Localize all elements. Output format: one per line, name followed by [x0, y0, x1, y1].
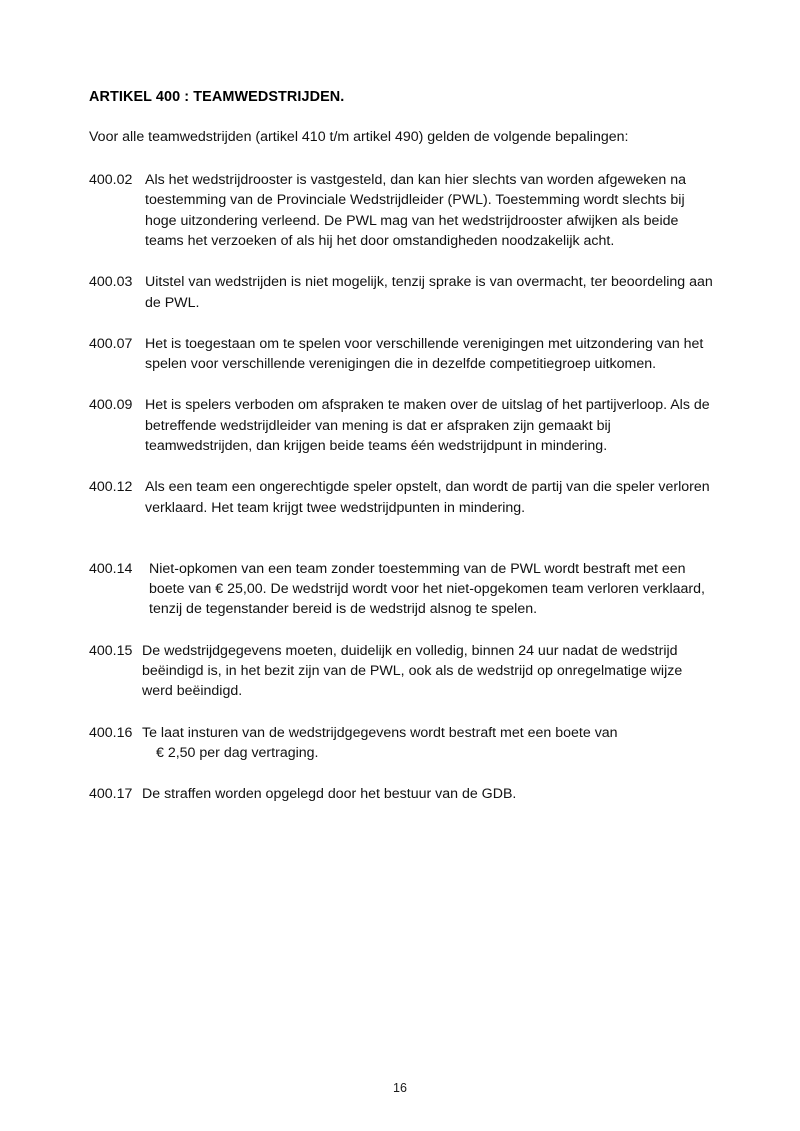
clause-400-16 [89, 723, 713, 764]
clause-400-15 [89, 641, 713, 702]
clause-number: 400.07 [89, 335, 133, 352]
clause-text: De straffen worden opgelegd door het bestuur van de GDB. [142, 786, 517, 803]
clause-text: Uitstel van wedstrijden is niet mogelijk, tenzij sprake is van overmacht, ter beoordeling aan de PWL. [145, 274, 713, 311]
clause-text [142, 723, 713, 764]
clause-number: 400.12 [89, 479, 133, 496]
page-number: 16 [393, 1081, 407, 1095]
clause-400-12 [89, 477, 713, 518]
clause-number: 400.03 [89, 274, 133, 291]
clause-text: Het is toegestaan om te spelen voor verschillende verenigingen met uitzondering van het spelen voor verschillende verenigingen die in dezelfde competitiegroep uitkomen. [145, 335, 704, 373]
clause-text-line-1: Te laat insturen van de wedstrijdgegevens wordt bestraft met een boete van [142, 724, 618, 741]
clause-400-03 [89, 272, 713, 313]
clause-400-17 [89, 784, 713, 804]
clause-number: 400.14 [89, 560, 133, 577]
clause-number: 400.15 [89, 642, 133, 659]
intro-paragraph: Voor alle teamwedstrijden (artikel 410 t/m artikel 490) gelden de volgende bepalingen: [89, 129, 629, 146]
clause-number: 400.16 [89, 724, 133, 741]
clause-text: Het is spelers verboden om afspraken te maken over de uitslag of het partijverloop. Als de betreffende wedstrijdleider van mening is dat er afspraken zijn gemaakt bij teamwedstrijden, dan krijgen beide teams één wedstrijdpunt in mindering. [145, 397, 710, 454]
document-content [89, 88, 713, 826]
clause-400-09 [89, 395, 713, 456]
clause-number: 400.09 [89, 397, 133, 414]
clause-number: 400.02 [89, 172, 133, 189]
clause-text: De wedstrijdgegevens moeten, duidelijk en volledig, binnen 24 uur nadat de wedstrijd beëindigd is, in het bezit zijn van de PWL, ook als de wedstrijd op onregelmatige wijze werd beëindigd. [142, 642, 683, 700]
page-title: ARTIKEL 400 : TEAMWEDSTRIJDEN. [89, 89, 345, 105]
clause-400-07 [89, 334, 713, 375]
clause-400-02 [89, 170, 713, 251]
clause-text: Als een team een ongerechtigde speler opstelt, dan wordt de partij van die speler verloren verklaard. Het team krijgt twee wedstrijdpunten in mindering. [145, 479, 710, 516]
clause-text-line-2: € 2,50 per dag vertraging. [156, 744, 319, 761]
clause-number: 400.17 [89, 786, 133, 803]
clause-text: Niet-opkomen van een team zonder toestemming van de PWL wordt bestraft met een boete van € 25,00. De wedstrijd wordt voor het niet-opgekomen team verloren verklaard, tenzij de tegenstander bereid is de wedstrijd alsnog te spelen. [149, 560, 705, 618]
clause-400-14 [89, 559, 713, 620]
clause-text: Als het wedstrijdrooster is vastgesteld, dan kan hier slechts van worden afgeweken na toestemming van de Provinciale Wedstrijdleider (PWL). Toestemming wordt slechts bij hoge uitzondering verleend. De PWL mag van het wedstrijdrooster afwijken als beide teams het verzoeken of als hij het door omstandigheden noodzakelijk acht. [145, 172, 686, 249]
